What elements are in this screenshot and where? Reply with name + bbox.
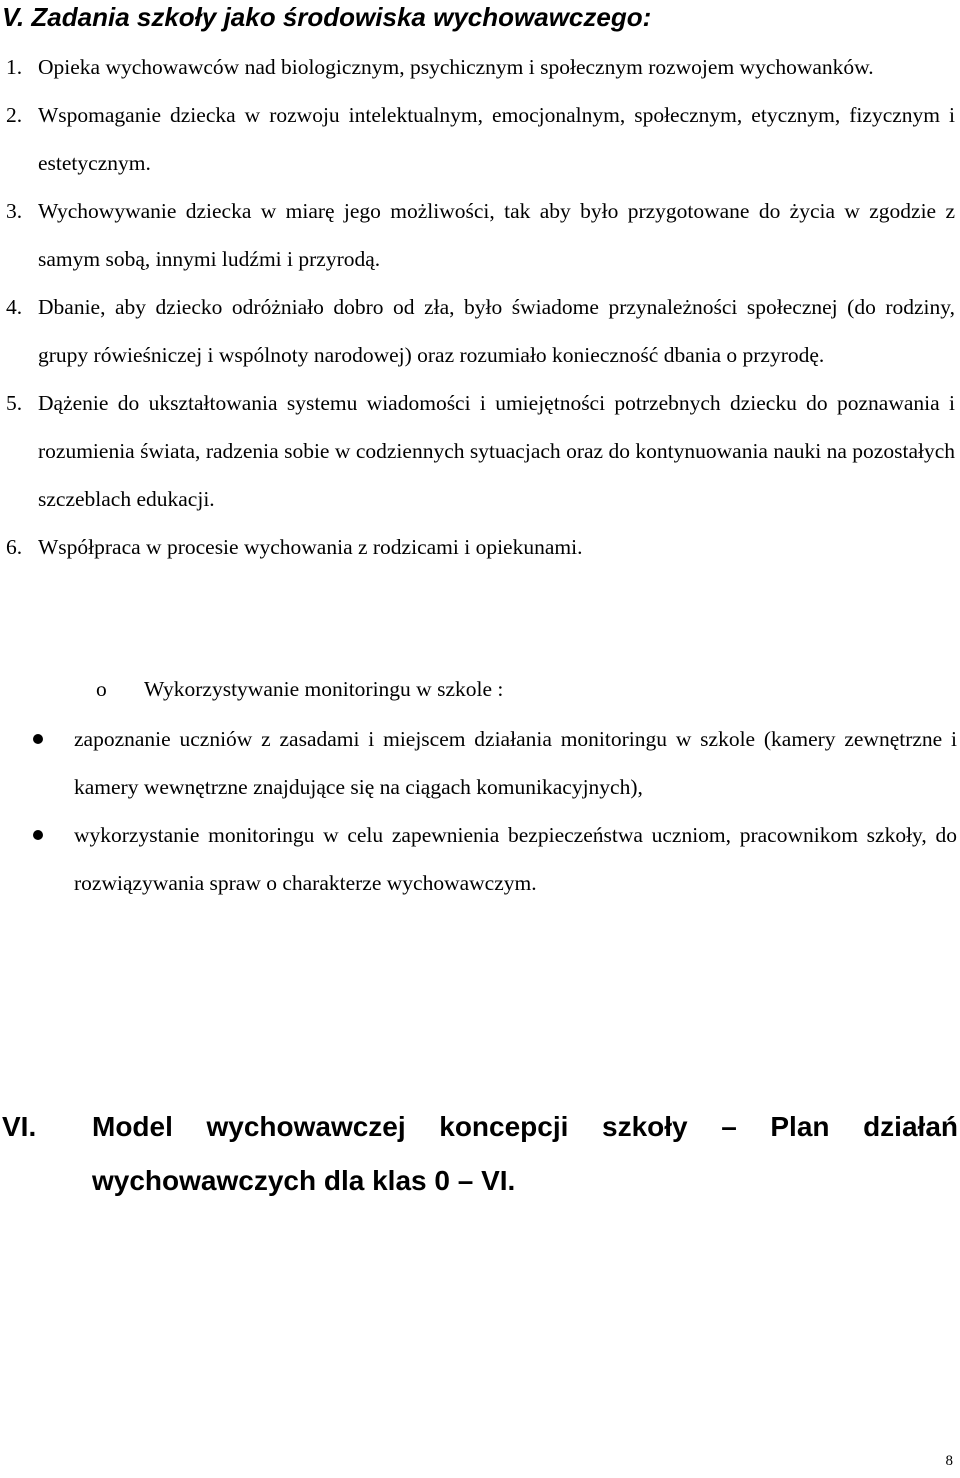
bullet-item-text: wykorzystanie monitoringu w celu zapewnienia bezpieczeństwa uczniom, pracownikom szkoły, do rozwiązywania spraw o charakterze wychowawczym. — [74, 823, 957, 895]
bullet-dot-icon — [33, 734, 43, 744]
list-item-number: 4. — [6, 295, 23, 319]
list-item-number: 1. — [6, 55, 23, 79]
bullet-list — [33, 715, 957, 907]
section-v-heading: V. Zadania szkoły jako środowiska wychowawczego: — [2, 2, 652, 32]
list-item — [6, 379, 955, 523]
page-number: 8 — [945, 1453, 953, 1469]
section-vi-title: Model wychowawczej koncepcji szkoły – Plan działań wychowawczych dla klas 0 – VI. — [92, 1111, 958, 1196]
list-item-text: Wychowywanie dziecka w miarę jego możliwości, tak aby było przygotowane do życia w zgodzie z samym sobą, innymi ludźmi i przyrodą. — [38, 199, 955, 271]
bullet-item — [33, 715, 957, 811]
list-item-text: Wspomaganie dziecka w rozwoju intelektualnym, emocjonalnym, społecznym, etycznym, fizycznym i estetycznym. — [38, 103, 955, 175]
sub-list-item — [96, 665, 503, 713]
list-item-text: Opieka wychowawców nad biologicznym, psychicznym i społecznym rozwojem wychowanków. — [38, 55, 874, 79]
list-item-number: 2. — [6, 103, 23, 127]
bullet-dot-icon — [33, 830, 43, 840]
section-vi-number: VI. — [2, 1111, 37, 1142]
list-item — [6, 43, 955, 91]
list-item-number: 5. — [6, 391, 23, 415]
list-item — [6, 91, 955, 187]
list-item — [6, 523, 955, 571]
list-item — [6, 283, 955, 379]
list-item — [6, 187, 955, 283]
section-vi-heading — [0, 1100, 958, 1208]
bullet-item — [33, 811, 957, 907]
list-item-text: Dbanie, aby dziecko odróżniało dobro od zła, było świadome przynależności społecznej (do rodziny, grupy rówieśniczej i wspólnoty narodowej) oraz rozumiało konieczność dbania o przyrodę. — [38, 295, 955, 367]
list-item-text: Dążenie do ukształtowania systemu wiadomości i umiejętności potrzebnych dziecku do poznawania i rozumienia świata, radzenia sobie w codziennych sytuacjach oraz do kontynuowania nauki na pozostałych szczeblach edukacji. — [38, 391, 955, 511]
list-item-number: 6. — [6, 535, 23, 559]
numbered-list — [6, 43, 955, 571]
list-item-text: Współpraca w procesie wychowania z rodzicami i opiekunami. — [38, 535, 583, 559]
list-item-number: 3. — [6, 199, 23, 223]
sub-list-item-text: Wykorzystywanie monitoringu w szkole : — [144, 677, 504, 701]
bullet-item-text: zapoznanie uczniów z zasadami i miejscem działania monitoringu w szkole (kamery zewnętrzne i kamery wewnętrzne znajdujące się na ciągach komunikacyjnych), — [74, 727, 957, 799]
circle-marker: o — [96, 677, 107, 701]
